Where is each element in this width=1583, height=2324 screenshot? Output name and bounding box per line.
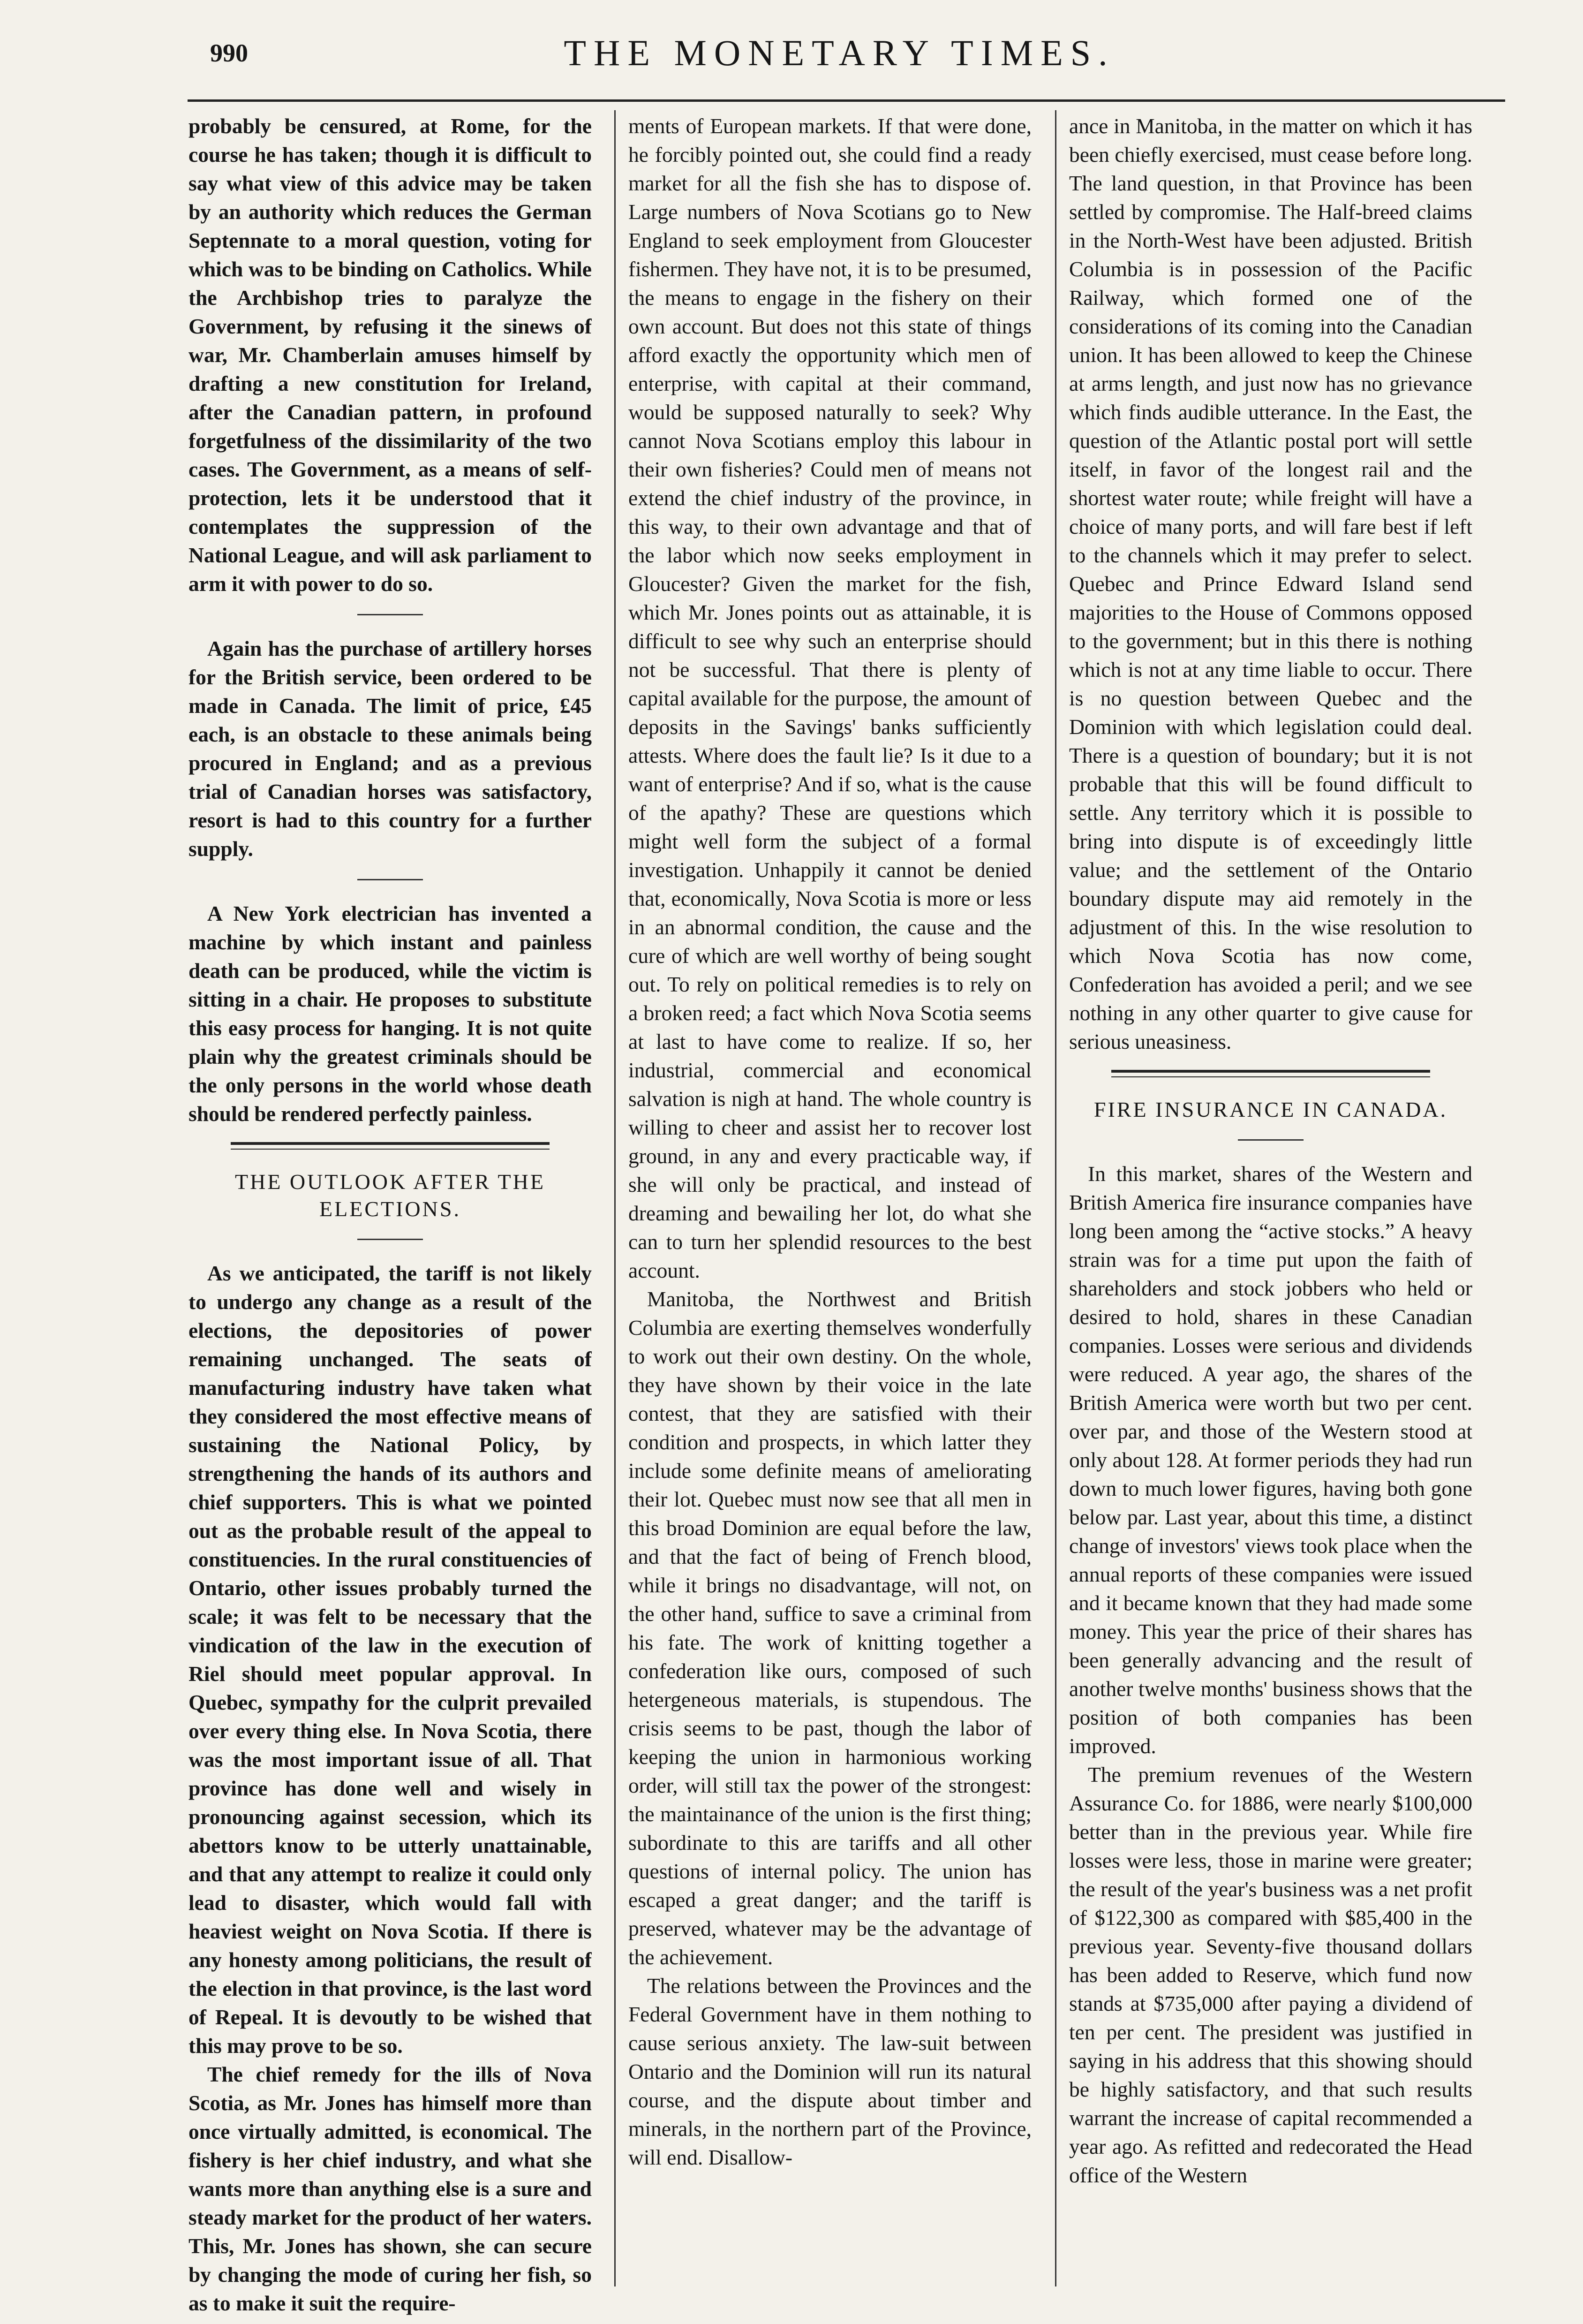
column-divider <box>1055 110 1056 2286</box>
section-heading: FIRE INSURANCE IN CANADA. <box>1093 1098 1448 1121</box>
paragraph: A New York electrician has invented a machine by which instant and painless death can be produced, while the victim is sitting in a chair. He proposes to substitute this easy process for hanging. It is not quite plain why the greatest criminals should be the only persons in the world whose death should be rendered perfectly painless. <box>188 901 592 1126</box>
column-2 <box>628 112 1032 2316</box>
paragraph: The premium revenues of the Western Assurance Co. for 1886, were nearly $100,000 better than in the previous year. While fire losses were less, those in marine were greater; the result of the year's business was a net profit of $122,300 as compared with $85,400 in the previous year. Seventy-five thousand dollars has been added to Reserve, which fund now stands at $735,000 after paying a dividend of ten per cent. The president was justified in saying in his address that this showing should be highly satisfactory, and that such results warrant the increase of capital recommended a year ago. As refitted and redecorated the Head office of the Western <box>1069 1763 1472 2187</box>
paragraph: ance in Manitoba, in the matter on which it has been chiefly exercised, must cease before long. The land question, in that Province has been settled by compromise. The Half-breed claims in the North-West have been adjusted. British Columbia is in possession of the Pacific Railway, which formed one of the considerations of its coming into the Canadian union. It has been allowed to keep the Chinese at arms length, and just now has no grievance which finds audible utterance. In the East, the question of the Atlantic postal port will settle itself, in favor of the longest rail and the shortest water route; while freight will have a choice of many ports, and will fare best if left to the channels which it may prefer to select. Quebec and Prince Edward Island send majorities to the House of Commons opposed to the government; but in this there is nothing which is not at any time liable to occur. There is no question between Quebec and the Dominion with which legislation could deal. There is a question of boundary; but it is not probable that this will be found difficult to settle. Any territory which it is possible to bring into dispute is of exceedingly little value; and the settlement of the Ontario boundary dispute may aid remotely in the adjustment of this. In the wise resolution to which Nova Scotia has now come, Confederation has avoided a peril; and we see nothing in any other quarter to give cause for serious uneasiness. <box>1069 114 1472 1053</box>
header-rule <box>188 99 1505 102</box>
section-rule <box>231 1142 550 1150</box>
separator-rule <box>1238 1139 1304 1141</box>
separator-rule <box>357 614 423 615</box>
paragraph: probably be censured, at Rome, for the course he has taken; though it is difficult to say what view of this advice may be taken by an authority which reduces the German Septennate to a moral question, voting for which was to be binding on Catholics. While the Archbishop tries to paralyze the Government, by refusing it the sinews of war, Mr. Chamberlain amuses himself by drafting a new constitution for Ireland, after the Canadian pattern, in profound forgetfulness of the dissimilarity of the two cases. The Government, as a means of self-protection, lets it be understood that it contemplates the suppression of the National League, and will ask parliament to arm it with power to do so. <box>188 114 592 596</box>
page-number: 990 <box>210 39 248 67</box>
column-3 <box>1069 112 1472 2316</box>
separator-rule <box>357 1239 423 1240</box>
masthead: THE MONETARY TIMES. <box>564 32 1115 73</box>
column-1 <box>188 112 592 2316</box>
paragraph: The relations between the Provinces and the Federal Government have in them nothing to cause serious anxiety. The law-suit between Ontario and the Dominion will run its natural course, and the dispute about timber and minerals, in the northern part of the Province, will end. Disallow- <box>628 1974 1032 2169</box>
paragraph: As we anticipated, the tariff is not likely to undergo any change as a result of the elections, the depositories of power remaining unchanged. The seats of manufacturing industry have taken what they considered the most effective means of sustaining the National Policy, by strengthening the hands of its authors and chief supporters. This is what we pointed out as the probable result of the appeal to constituencies. In the rural constituencies of Ontario, other issues probably turned the scale; it was felt to be necessary that the vindication of the law in the execution of Riel should meet popular approval. In Quebec, sympathy for the culprit prevailed over every thing else. In Nova Scotia, there was the most important issue of all. That province has done well and wisely in pronouncing against secession, which its abettors know to be utterly unattainable, and that any attempt to realize it could only lead to disaster, which would fall with heaviest weight on Nova Scotia. If there is any honesty among politicians, the result of the election in that province, is the last word of Repeal. It is devoutly to be wished that this may prove to be so. <box>188 1261 592 2058</box>
paragraph: Manitoba, the Northwest and British Columbia are exerting themselves wonderfully to work out their own destiny. On the whole, they have shown by their voice in the late contest, that they are satisfied with their condition and prospects, in which latter they include some definite means of ameliorating their lot. Quebec must now see that all men in this broad Dominion are equal before the law, and that the fact of being of French blood, while it brings no disadvantage, will not, on the other hand, suffice to save a criminal from his fate. The work of knitting together a confederation like ours, composed of such hetergeneous materials, is stupendous. The crisis seems to be past, though the labor of keeping the union in harmonious working order, will still tax the power of the strongest: the maintainance of the union is the first thing; subordinate to this are tariffs and all other questions of internal policy. The union has escaped a great danger; and the tariff is preserved, whatever may be the advantage of the achievement. <box>628 1287 1032 1969</box>
paragraph: In this market, shares of the Western and British America fire insurance companies have long been among the “active stocks.” A heavy strain was for a time put upon the faith of shareholders and stock jobbers who held or desired to hold, shares in these Canadian companies. Losses were serious and dividends were reduced. A year ago, the shares of the British America were worth but two per cent. over par, and those of the Western stood at only about 128. At former periods they had run down to much lower figures, having both gone below par. Last year, about this time, a distinct change of investors' views took place when the annual reports of these companies were issued and it became known that they had made some money. This year the price of their shares has been generally advancing and the result of another twelve months' business shows that the position of both companies has been improved. <box>1069 1162 1472 1758</box>
column-divider <box>614 110 616 2286</box>
paragraph: The chief remedy for the ills of Nova Scotia, as Mr. Jones has himself more than once virtually admitted, is economical. The fishery is her chief industry, and what she wants more than anything else is a sure and steady market for the product of her waters. This, Mr. Jones has shown, she can secure by changing the mode of curing her fish, so as to make it suit the require- <box>188 2062 592 2315</box>
separator-rule <box>357 879 423 880</box>
section-heading: THE OUTLOOK AFTER THE ELECTIONS. <box>235 1170 545 1221</box>
section-rule <box>1111 1070 1430 1077</box>
paragraph: Again has the purchase of artillery horses for the British service, been ordered to be made in Canada. The limit of price, £45 each, is an obstacle to these animals being procured in England; and as a previous trial of Canadian horses was satisfactory, resort is had to this country for a further supply. <box>188 636 592 861</box>
paragraph: ments of European markets. If that were done, he forcibly pointed out, she could find a ready market for all the fish she has to dispose of. Large numbers of Nova Scotians go to New England to seek employment from Gloucester fishermen. They have not, it is to be presumed, the means to engage in the fishery on their own account. But does not this state of things afford exactly the opportunity which men of enterprise, with capital at their command, would be supposed naturally to seek? Why cannot Nova Scotians employ this labour in their own fisheries? Could men of means not extend the chief industry of the province, in this way, to their own advantage and that of the labor which now seeks employment in Gloucester? Given the market for the fish, which Mr. Jones points out as attainable, it is difficult to see why such an enterprise should not be successful. That there is plenty of capital available for the purpose, the amount of deposits in the Savings' banks sufficiently attests. Where does the fault lie? Is it due to a want of enterprise? And if so, what is the cause of the apathy? These are questions which might well form the subject of a formal investigation. Unhappily it cannot be denied that, economically, Nova Scotia is more or less in an abnormal condition, the cause and the cure of which are well worthy of being sought out. To rely on political remedies is to rely on a broken reed; a fact which Nova Scotia seems at last to have come to realize. If so, her industrial, commercial and economical salvation is nigh at hand. The whole country is willing to cheer and assist her to recover lost ground, in any and every practicable way, if she will only be practical, and instead of dreaming and bewailing her lot, do what she can to turn her splendid resources to the best account. <box>628 114 1032 1282</box>
